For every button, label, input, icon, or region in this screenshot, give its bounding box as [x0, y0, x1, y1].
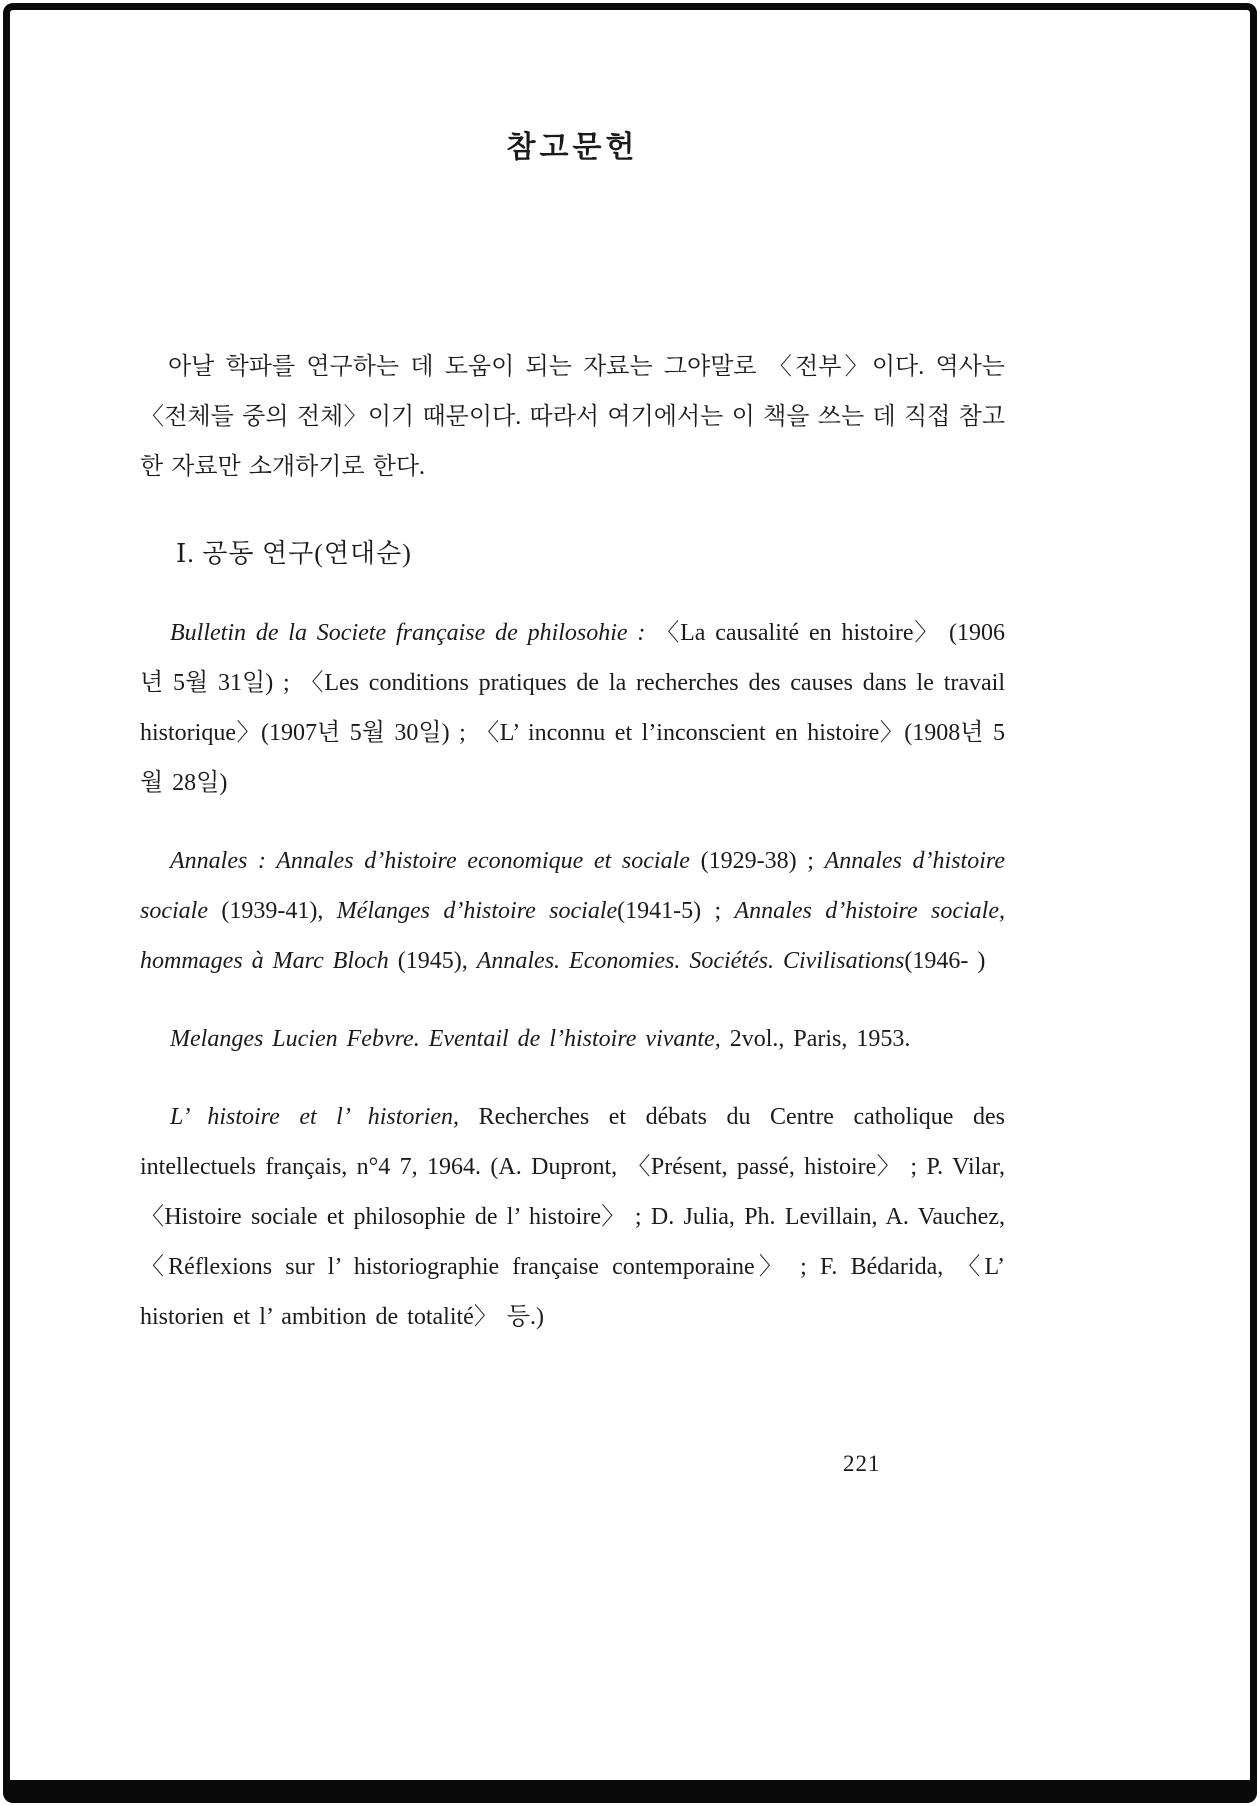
bibliography-entries [140, 608, 1005, 1342]
entry-segment-italic: Bulletin de la Societe française de philosohie : [170, 620, 656, 646]
bibliography-entry [140, 1092, 1005, 1342]
entry-segment-italic: Annales d’histoire sociale, hommages à Marc Bloch [140, 898, 1005, 974]
entry-segment: (1939-41), [221, 898, 337, 924]
entry-segment-italic: L’ histoire et l’ historien, [170, 1104, 479, 1130]
bibliography-entry [140, 1014, 1005, 1064]
entry-segment-italic: Mélanges d’histoire sociale [336, 898, 618, 924]
entry-segment: 2vol., Paris, 1953. [729, 1026, 911, 1052]
page-title: 참고문헌 [506, 131, 639, 164]
entry-segment-italic: Melanges Lucien Febvre. Eventail de l’histoire vivante, [170, 1026, 730, 1052]
page-content [140, 0, 1005, 1342]
bibliography-entry [140, 608, 1005, 808]
entry-segment-italic: Annales. Economies. Sociétés. Civilisations [476, 948, 905, 974]
entry-segment: (1929-38) ; [700, 848, 825, 874]
entry-segment: 〈La causalité en histoire〉 (1906년 5월 31일) ; 〈Les conditions pratiques de la recherches des causes dans le travail historique〉(1907년 5월 30일) ; 〈L’ inconnu et l’inconscient en histoire〉(1908년 5월 28일) [140, 620, 1005, 796]
entry-segment: (1946- ) [904, 948, 986, 974]
section-heading: Ⅰ. 공동 연구(연대순) [176, 539, 412, 568]
entry-segment: (1941-5) ; [617, 898, 735, 924]
entry-segment-italic: Annales d’histoire sociale [140, 848, 1005, 924]
bibliography-entry [140, 836, 1005, 986]
entry-segment: (1945), [397, 948, 477, 974]
entry-segment-italic: Annales : Annales d’histoire economique et sociale [170, 848, 701, 874]
intro-paragraph: 아날 학파를 연구하는 데 도움이 되는 자료는 그야말로 〈전부〉이다. 역사는 〈전체들 중의 전체〉이기 때문이다. 따라서 여기에서는 이 책을 쓰는 데 직접 참고한 자료만 소개하기로 한다. [140, 354, 1005, 480]
entry-segment: Recherches et débats du Centre catholique des intellectuels français, n°4 7, 1964. (A. Dupront, 〈Présent, passé, histoire〉 ; P. Vilar, 〈Histoire sociale et philosophie de l’ histoire〉 ; D. Julia, Ph. Levillain, A. Vauchez, 〈Réflexions sur l’ historiographie française contemporaine〉 ; F. Bédarida, 〈L’ historien et l’ ambition de totalité〉 등.) [140, 1104, 1005, 1330]
page-number: 221 [843, 1451, 881, 1476]
